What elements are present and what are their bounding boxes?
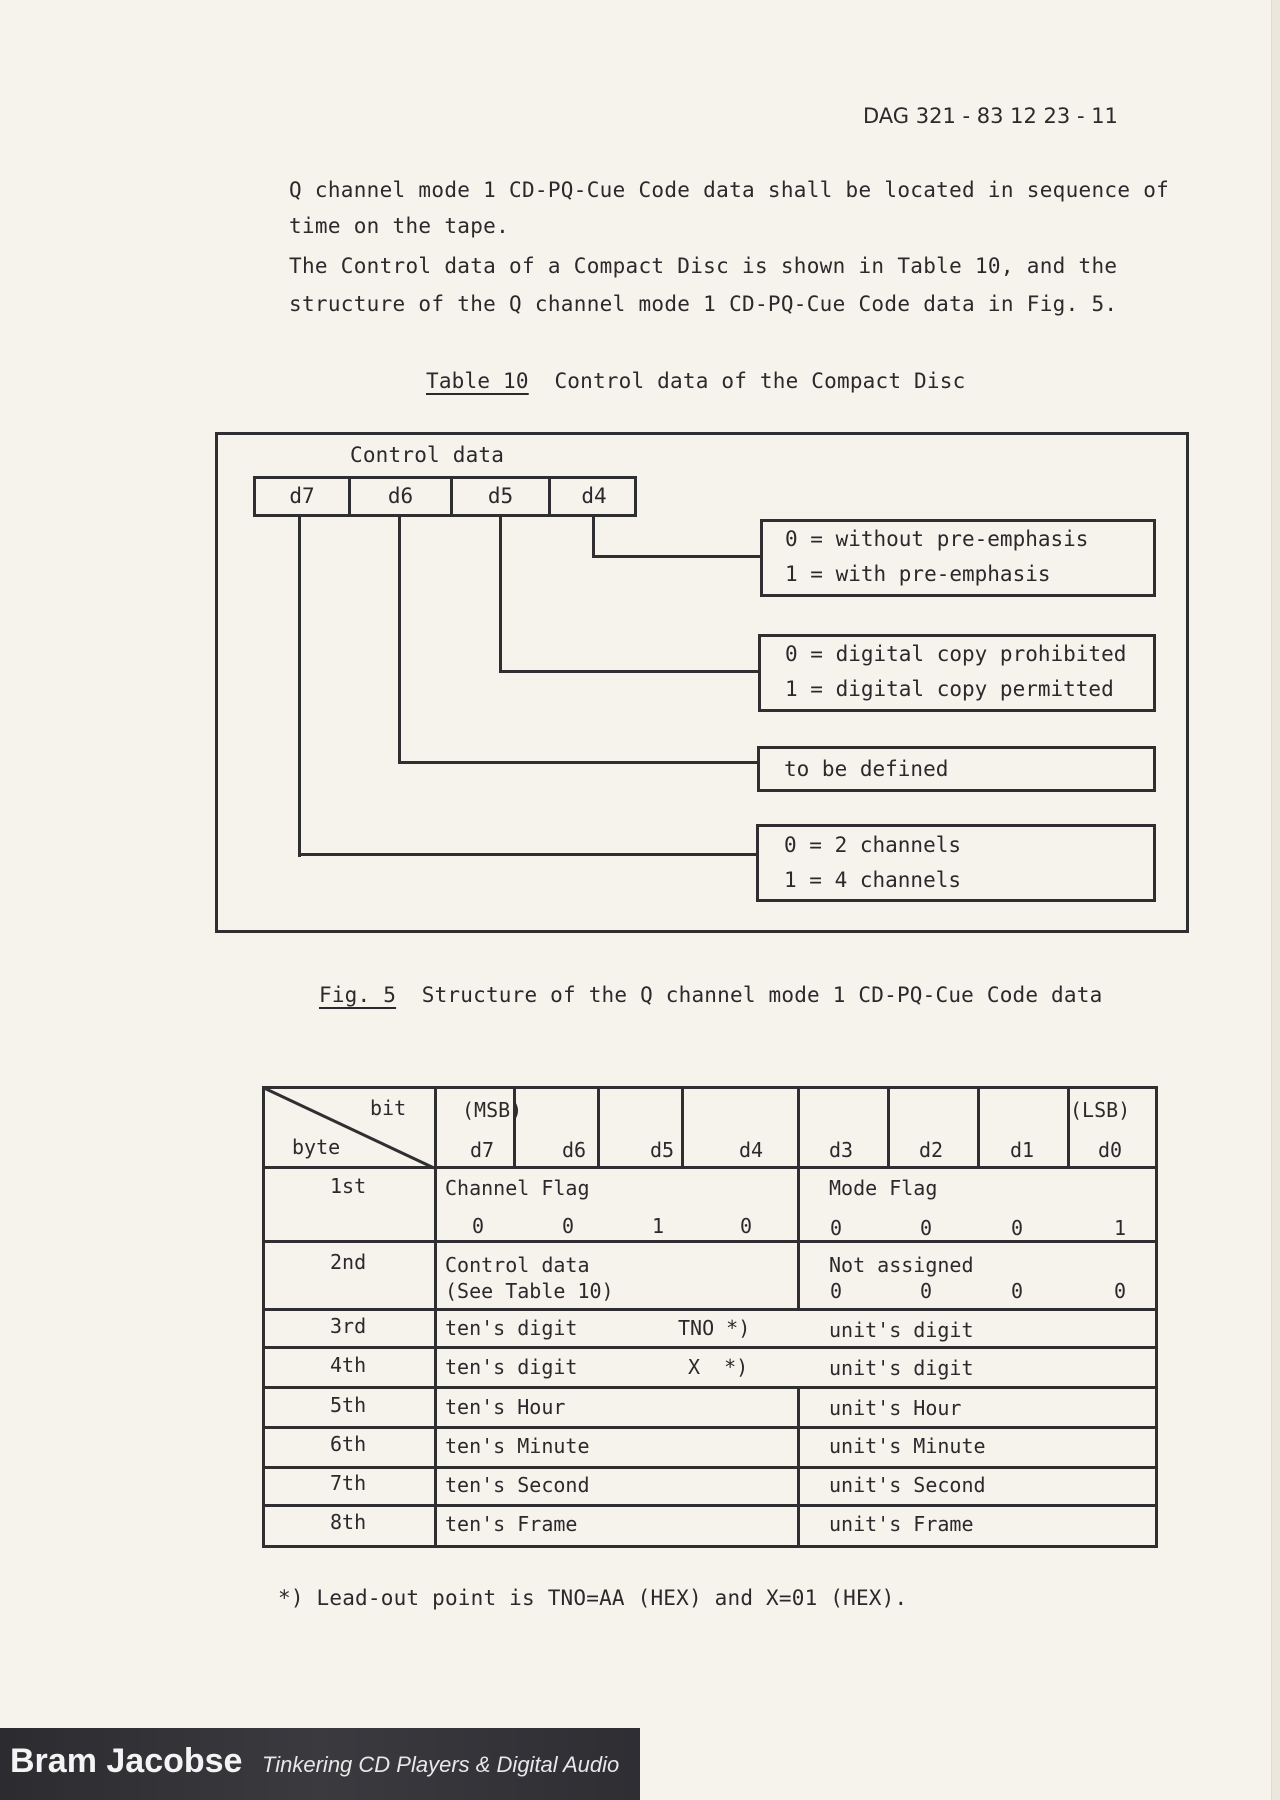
control-data-label: Control data <box>350 443 505 467</box>
d6-meaning-box <box>757 746 1156 792</box>
byte-label: 2nd <box>330 1250 367 1274</box>
col-divider <box>681 1086 684 1168</box>
connector-d7 <box>298 516 301 857</box>
mode-flag-title: Mode Flag <box>829 1176 938 1200</box>
bit-cell-d6: d6 <box>351 479 453 514</box>
corner-byte-label: byte <box>292 1135 341 1159</box>
row-separator <box>262 1426 1158 1429</box>
unit-digit-label: unit's digit <box>829 1356 974 1380</box>
document-reference: DAG 321 - 83 12 23 - 11 <box>863 104 1118 128</box>
col-header-d3: d3 <box>829 1138 854 1162</box>
row-separator <box>262 1166 1158 1169</box>
col-divider <box>977 1086 980 1168</box>
control-data-sub: (See Table 10) <box>445 1279 614 1303</box>
row-separator <box>262 1346 1158 1349</box>
row-separator <box>262 1504 1158 1507</box>
table10-title: Control data of the Compact Disc <box>554 369 966 393</box>
corner-bit-label: bit <box>370 1096 407 1120</box>
ten-minute-label: ten's Minute <box>445 1434 590 1458</box>
bit-value: 0 <box>1114 1279 1127 1303</box>
channel-flag-title: Channel Flag <box>445 1176 590 1200</box>
fig5-label: Fig. 5 <box>319 983 397 1007</box>
d7-value-1: 1 = 4 channels <box>784 868 962 892</box>
fig5-title: Structure of the Q channel mode 1 CD-PQ-Cue Code data <box>421 983 1103 1007</box>
d7-meaning-box <box>756 824 1156 902</box>
d5-value-1: 1 = digital copy permitted <box>785 677 1114 701</box>
connector-d6-h <box>398 761 760 764</box>
col-header-d0: d0 <box>1098 1138 1123 1162</box>
bit-value: 0 <box>920 1279 933 1303</box>
watermark-tagline: Tinkering CD Players & Digital Audio <box>262 1752 620 1777</box>
col-divider <box>887 1086 890 1168</box>
ten-hour-label: ten's Hour <box>445 1395 566 1419</box>
table10-caption <box>426 369 965 393</box>
col-header-d1: d1 <box>1010 1138 1035 1162</box>
page-edge <box>1271 0 1280 1800</box>
bit-value: 0 <box>1011 1216 1024 1240</box>
table10-label: Table 10 <box>426 369 529 393</box>
fig5-caption <box>319 983 1102 1007</box>
d4-meaning-box <box>760 519 1156 597</box>
unit-frame-label: unit's Frame <box>829 1512 974 1536</box>
ten-digit-label: ten's digit <box>445 1355 578 1379</box>
d7-value-0: 0 = 2 channels <box>784 833 962 857</box>
row-separator <box>262 1466 1158 1469</box>
byte-label: 6th <box>330 1432 367 1456</box>
byte-label: 3rd <box>330 1314 367 1338</box>
bit-value: 0 <box>472 1214 485 1238</box>
connector-d4-h <box>592 555 762 558</box>
d4-value-0: 0 = without pre-emphasis <box>785 527 1089 551</box>
byte-label: 7th <box>330 1471 367 1495</box>
connector-d6 <box>398 516 401 764</box>
byte-col-divider <box>434 1086 437 1547</box>
watermark-name: Bram Jacobse <box>10 1742 243 1780</box>
intro-line: The Control data of a Compact Disc is shown in Table 10, and the <box>289 254 1118 278</box>
connector-d4 <box>592 516 595 558</box>
byte-label: 1st <box>330 1174 367 1198</box>
footnote: *) Lead-out point is TNO=AA (HEX) and X=01 (HEX). <box>278 1586 908 1610</box>
col-header-d4: d4 <box>739 1138 764 1162</box>
byte-label: 4th <box>330 1353 367 1377</box>
half-divider <box>797 1086 800 1310</box>
not-assigned-title: Not assigned <box>829 1253 974 1277</box>
bit-cell-d4: d4 <box>581 484 607 508</box>
bit-value: 0 <box>830 1279 843 1303</box>
ten-frame-label: ten's Frame <box>445 1512 578 1536</box>
control-bits-row <box>253 476 637 517</box>
x-note: X *) <box>688 1355 749 1379</box>
watermark-banner <box>0 1728 640 1800</box>
unit-hour-label: unit's Hour <box>829 1396 962 1420</box>
connector-d5 <box>499 516 502 673</box>
intro-line: time on the tape. <box>289 214 510 238</box>
unit-minute-label: unit's Minute <box>829 1434 986 1458</box>
bit-value: 1 <box>652 1214 665 1238</box>
bit-value: 0 <box>830 1216 843 1240</box>
control-data-title: Control data <box>445 1253 590 1277</box>
d5-value-0: 0 = digital copy prohibited <box>785 642 1127 666</box>
bit-cell-d5: d5 <box>453 479 551 514</box>
msb-label: (MSB) <box>462 1098 523 1122</box>
row-separator <box>262 1308 1158 1311</box>
connector-d7-h <box>298 853 759 856</box>
tno-note: TNO *) <box>678 1316 751 1340</box>
row-separator <box>262 1240 1158 1243</box>
ten-second-label: ten's Second <box>445 1473 590 1497</box>
connector-d5-h <box>499 670 761 673</box>
bit-value: 0 <box>740 1214 753 1238</box>
bit-value: 0 <box>920 1216 933 1240</box>
d4-value-1: 1 = with pre-emphasis <box>785 562 1051 586</box>
bit-value: 1 <box>1114 1216 1127 1240</box>
intro-line: structure of the Q channel mode 1 CD-PQ-Cue Code data in Fig. 5. <box>289 292 1118 316</box>
bit-cell-d7: d7 <box>256 479 351 514</box>
unit-digit-label: unit's digit <box>829 1318 974 1342</box>
col-header-d5: d5 <box>650 1138 675 1162</box>
col-divider <box>597 1086 600 1168</box>
d6-value-0: to be defined <box>784 757 949 781</box>
d5-meaning-box <box>758 634 1156 712</box>
intro-line: Q channel mode 1 CD-PQ-Cue Code data shall be located in sequence of <box>289 178 1170 202</box>
lsb-label: (LSB) <box>1070 1098 1131 1122</box>
col-header-d6: d6 <box>562 1138 587 1162</box>
row-separator <box>262 1386 1158 1389</box>
byte-label: 5th <box>330 1393 367 1417</box>
bit-value: 0 <box>562 1214 575 1238</box>
unit-second-label: unit's Second <box>829 1473 986 1497</box>
ten-digit-label: ten's digit <box>445 1316 578 1340</box>
byte-label: 8th <box>330 1510 367 1534</box>
bit-value: 0 <box>1011 1279 1024 1303</box>
col-header-d7: d7 <box>470 1138 495 1162</box>
diagonal-divider <box>262 1086 437 1170</box>
col-header-d2: d2 <box>919 1138 944 1162</box>
